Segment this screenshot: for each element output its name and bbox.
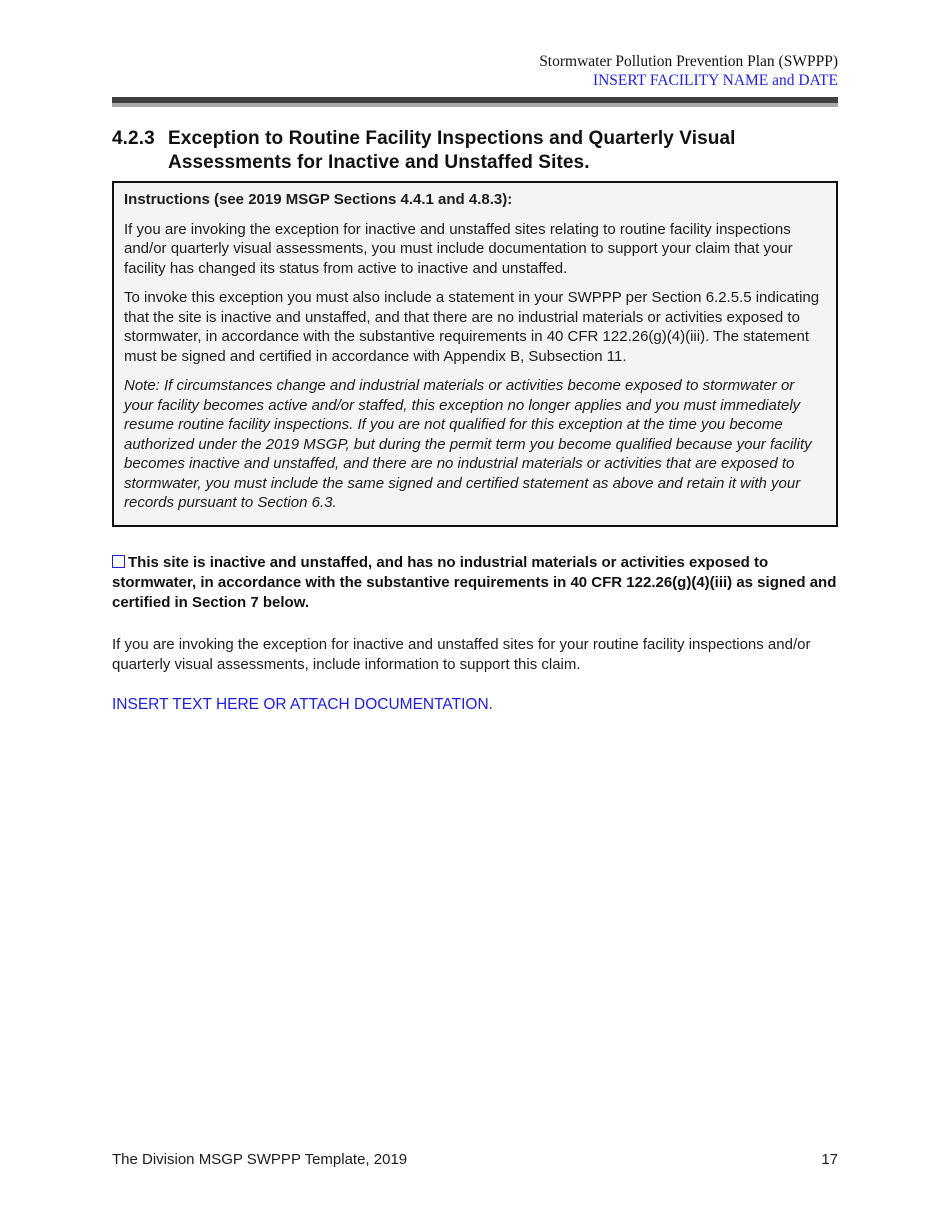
section-number: 4.2.3 [112, 128, 155, 149]
insert-text-placeholder[interactable]: INSERT TEXT HERE OR ATTACH DOCUMENTATION. [112, 695, 493, 713]
footer-page-number: 17 [821, 1151, 838, 1168]
instructions-paragraph-1: If you are invoking the exception for inactive and unstaffed sites relating to routine facility inspections and/or quarterly visual assessments, you must include documentation to support your claim that your facility has changed its status from active to inactive and unstaffed. [124, 220, 793, 277]
instructions-paragraph-2: To invoke this exception you must also include a statement in your SWPPP per Section 6.2.5.5 indicating that the site is inactive and unstaffed, and that there are no industrial materials or activities exposed to stormwater, in accordance with the substantive requirements in 40 CFR 122.26(g)(4)(iii). The statement must be signed and certified in accordance with Appendix B, Subsection 11. [124, 289, 820, 365]
section-title-line2: Assessments for Inactive and Unstaffed Sites. [168, 152, 590, 173]
inactive-unstaffed-checkbox[interactable] [112, 555, 125, 568]
running-header [112, 52, 838, 90]
footer-template-label: The Division MSGP SWPPP Template, 2019 [112, 1151, 408, 1168]
facility-name-placeholder[interactable]: INSERT FACILITY NAME and DATE [592, 72, 838, 89]
inactive-unstaffed-statement-text: This site is inactive and unstaffed, and has no industrial materials or activities exposed to stormwater, in accordance with the substantive requirements in 40 CFR 122.26(g)(4)(iii) as signed and certified in Section 7 below. [112, 553, 837, 611]
page-footer [112, 1151, 838, 1168]
instructions-note: Note: If circumstances change and industrial materials or activities become exposed to stormwater or your facility becomes active and/or staffed, this exception no longer applies and you must immediately resume routine facility inspections. If you are not qualified for this exception at the time you become authorized under the 2019 MSGP, but during the permit term you become qualified because your facility becomes inactive and unstaffed, and there are no industrial materials or activities that are exposed to stormwater, you must include the same signed and certified statement as above and retain it with your records pursuant to Section 6.3. [124, 377, 812, 511]
header-divider [112, 97, 838, 107]
header-divider-light-bar [112, 103, 838, 107]
instructions-title: Instructions (see 2019 MSGP Sections 4.4.1 and 4.8.3): [124, 191, 513, 208]
inactive-unstaffed-statement [112, 553, 838, 613]
section-title-line1: Exception to Routine Facility Inspections and Quarterly Visual [168, 128, 736, 149]
page-content [112, 0, 838, 714]
section-title [168, 127, 736, 175]
document-title: Stormwater Pollution Prevention Plan (SWPPP) [539, 53, 838, 70]
instructions-box [112, 181, 838, 527]
claim-support-paragraph: If you are invoking the exception for inactive and unstaffed sites for your routine facility inspections and/or quarterly visual assessments, include information to support this claim. [112, 635, 811, 673]
section-heading [112, 127, 838, 175]
